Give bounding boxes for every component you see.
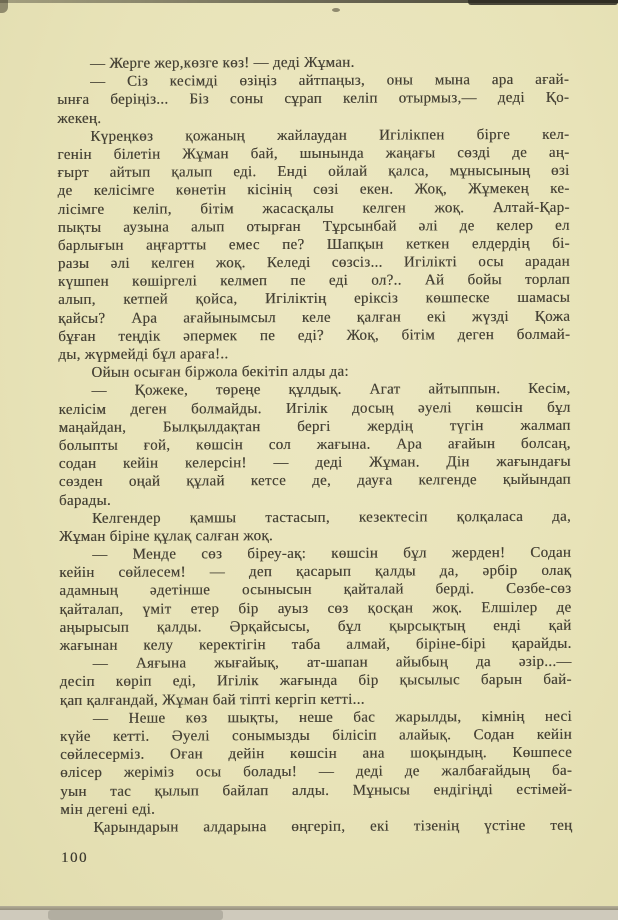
text-line: десіп көріп еді, Игілік жағында бір қысылыс барын бай-	[59, 672, 572, 691]
text-block	[57, 53, 572, 837]
text-line: содан кейін келерсін! — деді Жұман. Дін жағындағы	[58, 453, 571, 473]
text-line: — Жерге жер,көзге көз! — деді Жұман.	[90, 54, 355, 72]
text-line: жағынан келу керектігін таба алмай, біріне-бірі қарайды.	[59, 635, 572, 654]
text-line: — Сіз кесімді өзіңіз айтпаңыз, оны мына ара ағай-	[90, 71, 570, 91]
text-line: қап қалғандай, Жұман бай тіпті кергіп кетті...	[59, 691, 365, 709]
text-line: ды, жүрмейді бұл араға!..	[58, 346, 229, 363]
text-line: лісімге келіп, бітім жасасқалы келген жоқ. Алтай-Қар-	[57, 199, 570, 218]
text-line: — Неше көз шықты, неше бас жарылды, кімнің несі	[92, 708, 572, 727]
text-line: уын тас қылып байлап алды. Мұнысы ендігіңді естімей-	[60, 781, 573, 800]
text-line: маңайдан, Былқылдақтан бергі жердің түгін жалмап	[58, 417, 571, 436]
text-line: алып, кетпей қойса, Игіліктің еріксіз көшпеске шамасы	[58, 290, 571, 309]
text-line: — Менде сөз біреу-ақ: көшсін бұл жерден! Содан	[92, 544, 572, 563]
text-line: генін білетін Жұман бай, шынында жаңағы сөзді де аң-	[57, 144, 570, 163]
text-line: күйе кетті. Әуелі сонымызды білісіп алайық. Содан кейін	[59, 726, 573, 745]
text-line: өлісер жеріміз осы болады! — деді де жалбағайдың ба-	[60, 763, 573, 782]
text-line: Ойын осыған біржола бекітіп алды да:	[91, 363, 349, 382]
text-line: барады.	[58, 492, 111, 509]
text-line: пықты аузына алып отырған Тұрсынбай әлі де келер ел	[57, 217, 570, 236]
text-line: күшпен көшіргелі келмеп пе еді ол?.. Ай бойы торлап	[57, 272, 571, 291]
text-line: разы әлі келген жоқ. Келеді сөзсіз... Игілікті осы арадан	[57, 253, 570, 273]
text-line: Жұман біріне құлақ салған жоқ.	[59, 527, 274, 545]
text-line: бұған теңдік әпермек пе еді? Жоқ, бітім деген болмай-	[58, 326, 571, 345]
scan-speck	[332, 8, 340, 12]
text-line: мін дегені еді.	[60, 801, 156, 818]
text-line: сөзден оңай құлай кетсе де, дауға келгенде қыйындап	[58, 472, 571, 491]
text-line: Келгендер қамшы тастасып, кезектесіп қолқаласа да,	[91, 508, 572, 527]
text-line: болыпты ғой, көшсін сол жағына. Ара ағайын болсаң,	[58, 435, 571, 454]
text-line: жекең.	[57, 110, 102, 127]
text-line: қайсы? Ара ағайынымсыл келе қалған екі жүзді Қожа	[58, 308, 571, 327]
text-line: де келісімге көнетін кісінің сөзі екен. Жоқ, Жұмекең ке-	[57, 181, 570, 200]
text-line: Күреңкөз қожаның жайлаудан Игілікпен бірге кел-	[90, 126, 570, 145]
text-line: келісім деген болмайды. Игілік досың әуелі көшсін бұл	[58, 399, 571, 418]
text-line: қайталап, үміт етер бір ауыз сөз қосқан жоқ. Елшілер де	[59, 599, 572, 618]
text-line: барлығын аңғартты емес пе? Шапқын кеткен елдердің бі-	[57, 235, 570, 254]
scan-bottom-shadow	[48, 910, 223, 920]
page-number: 100	[61, 850, 88, 866]
text-line: сөйлесерміз. Оған дейін көшсін ана шоқындың. Көшпесе	[60, 744, 573, 764]
text-line: аңырысып қалды. Әрқайсысы, бұл қырсықтың енді қай	[59, 617, 572, 636]
scan-top-edge-right	[468, 0, 618, 5]
text-line: — Қожеке, төреңе құлдық. Агат айтыппын. Кесім,	[91, 381, 571, 400]
text-line: адамның әдетінше осынысын қайталай берді. Сөзбе-сөз	[59, 581, 572, 600]
text-line: ғырт айтып қалып еді. Енді ойлай қалса, мұнысының өзі	[57, 162, 570, 182]
text-line: — Аяғына жығайық, ат-шапан айыбың да әзір...—	[92, 653, 572, 673]
text-line: ынға беріңіз... Біз соны сұрап келіп отырмыз,— деді Қо-	[57, 90, 570, 109]
text-line: кейін сөйлесем! — деп қасарып қалды да, әрбір олақ	[59, 563, 572, 582]
text-line: Қарындарын алдарына өңгеріп, екі тізенің үстіне тең	[93, 817, 573, 836]
